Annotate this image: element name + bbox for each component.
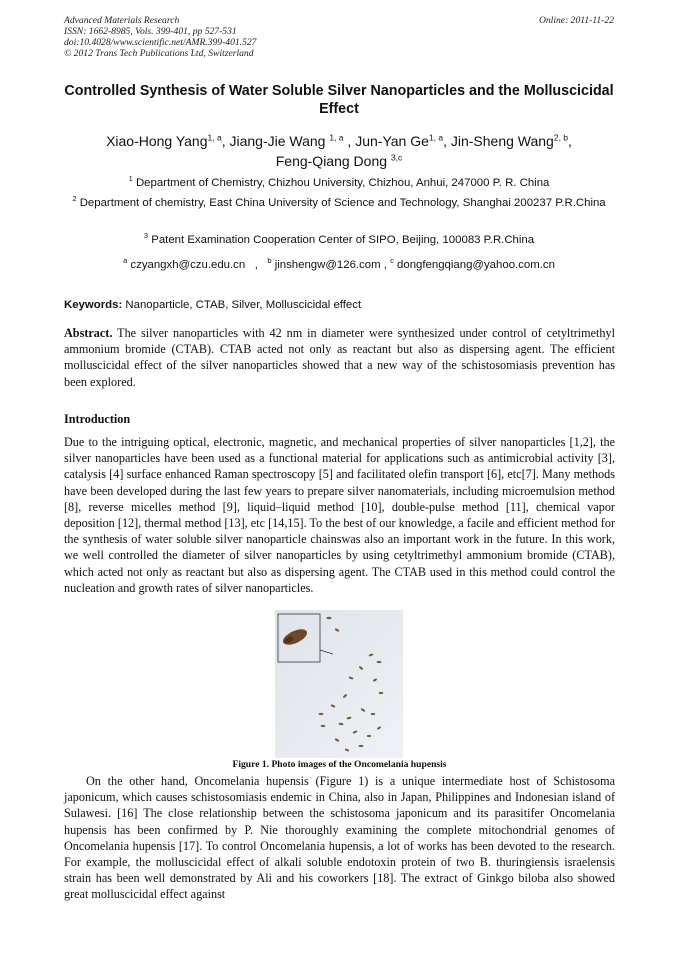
author-sup: 2, b [553, 132, 569, 143]
affiliation-text: Department of chemistry, East China University of Science and Technology, Shanghai 200237 P.R.China [79, 197, 606, 209]
journal-name: Advanced Materials Research [64, 15, 180, 26]
affiliation-1 [60, 176, 618, 191]
author-list: Xiao-Hong Yang$^{1, a}$, Jiang-Jie Wang $^{1, a}$ , Jun-Yan Ge$^{1, a}$, Jin-Sheng Wang$^{2, b}$, Feng-Qiang Dong $^{3,c}$ [106, 132, 572, 169]
snail-photo-image [275, 610, 403, 758]
author-sup: 1, a [329, 132, 344, 143]
keywords-text: Nanoparticle, CTAB, Silver, Molluscicidal effect [125, 299, 362, 311]
email-list: $^a$ czyangxh@czu.edu.cn , $^b$ jinshengw@126.com , $^c$ dongfengqiang@yahoo.com.cn [123, 256, 555, 271]
doi-line: doi:10.4028/www.scientific.net/AMR.399-401.527 [64, 37, 257, 48]
author-name: Jin-Sheng Wang [450, 133, 554, 149]
author-sup: 1, a [207, 132, 222, 143]
author-name: Jun-Yan Ge [355, 133, 429, 149]
email-sup: b [267, 256, 272, 266]
affiliation-sup: 3 [143, 231, 149, 241]
author-name: Jiang-Jie Wang [229, 133, 326, 149]
paper-title: Controlled Synthesis of Water Soluble Silver Nanoparticles and the Molluscicidal Effect [64, 83, 614, 117]
affiliation-sup: 1 [128, 174, 133, 184]
email-sup: a [123, 256, 128, 266]
abstract-text: The silver nanoparticles with 42 nm in diameter were synthesized under control of cetyltrimethyl ammonium bromide (CTAB). CTAB acted not only as reactant but also as dispersing agent. The efficient molluscicidal effect of the silver nanoparticles showed that a new way of the schistosomiasis prevention has been explored. [64, 326, 616, 389]
figure-snail-photo [275, 610, 403, 758]
issn-line: ISSN: 1662-8985, Vols. 399-401, pp 527-531 [64, 26, 237, 37]
author-sup: 3,c [390, 152, 403, 163]
author-name: Feng-Qiang Dong [275, 153, 388, 169]
email-sup: c [390, 256, 394, 266]
email-link[interactable]: dongfengqiang@yahoo.com.cn [397, 259, 555, 271]
affiliation-text: Patent Examination Cooperation Center of SIPO, Beijing, 100083 P.R.China [151, 234, 535, 246]
affiliation-sup: 2 [72, 194, 77, 204]
author-name: Xiao-Hong Yang [106, 133, 208, 149]
email-link[interactable]: czyangxh@czu.edu.cn [130, 259, 246, 271]
author-sup: 1, a [428, 132, 444, 143]
keywords-label: Keywords: [64, 299, 123, 311]
copyright-line: © 2012 Trans Tech Publications Ltd, Switzerland [64, 48, 254, 59]
keywords [64, 298, 624, 313]
affiliation-3 [60, 233, 618, 248]
running-header-left [64, 15, 384, 59]
email-link[interactable]: jinshengw@126.com [274, 259, 381, 271]
abstract [64, 325, 615, 390]
abstract-label: Abstract. [64, 326, 113, 340]
affiliation-2 [60, 196, 618, 211]
section-heading-introduction: Introduction [64, 412, 131, 426]
intro-paragraph-2: On the other hand, Oncomelania hupensis (Figure 1) is a unique intermediate host of Schistosoma japonicum, which causes schistosomiasis endemic in China, also in Japan, Philippines and Indonesian island of Sulawesi. [16] The close relationship between the schistosoma japonicum and its parasitifer Oncomelania hupensis has been confirmed by P. Nie thoroughly examining the complete mitochondrial genomes of Oncomelania hupensis [17]. To control Oncomelania hupensis, a lot of works has been devoted to the research. For example, the molluscicidal effect of alkali soluble endotoxin protein of two B. thuringiensis israelensis strain has been well demonstrated by Ali and his coworkers [18]. The extract of Ginkgo biloba also showed great molluscicidal effect against [64, 774, 615, 902]
figure-caption: Figure 1. Photo images of the Oncomelania hupensis [232, 759, 447, 770]
intro-paragraph-1: Due to the intriguing optical, electronic, magnetic, and mechanical properties of silver nanoparticles [1,2], the silver nanoparticles have been used as a functional material for applications such as antimicrobial activity [3], catalysis [4] surface enhanced Raman spectroscopy [5] and facilitated olefin transport [6], etc[7]. Many methods have been developed during the last few years to prepare silver nanomaterials, including microemulsion method [8], reverse micelles method [9], liquid–liquid method [10], double-pulse method [11], chemical vapor deposition [12], thermal method [13], etc [14,15]. To the best of our knowledge, a facile and efficient method for the synthesis of water soluble silver nanoparticle chainswas also an important work in the future. In this work, we well controlled the diameter of silver nanoparticles by using cetyltrimethyl ammonium bromide (CTAB), which acted not only as reactant but also as dispersing agent. The CTAB used in this method could control the nucleation and growth rates of silver nanoparticles. [64, 435, 615, 595]
online-date: Online: 2011-11-22 [538, 15, 614, 26]
affiliation-text: Department of Chemistry, Chizhou University, Chizhou, Anhui, 247000 P. R. China [135, 177, 550, 189]
